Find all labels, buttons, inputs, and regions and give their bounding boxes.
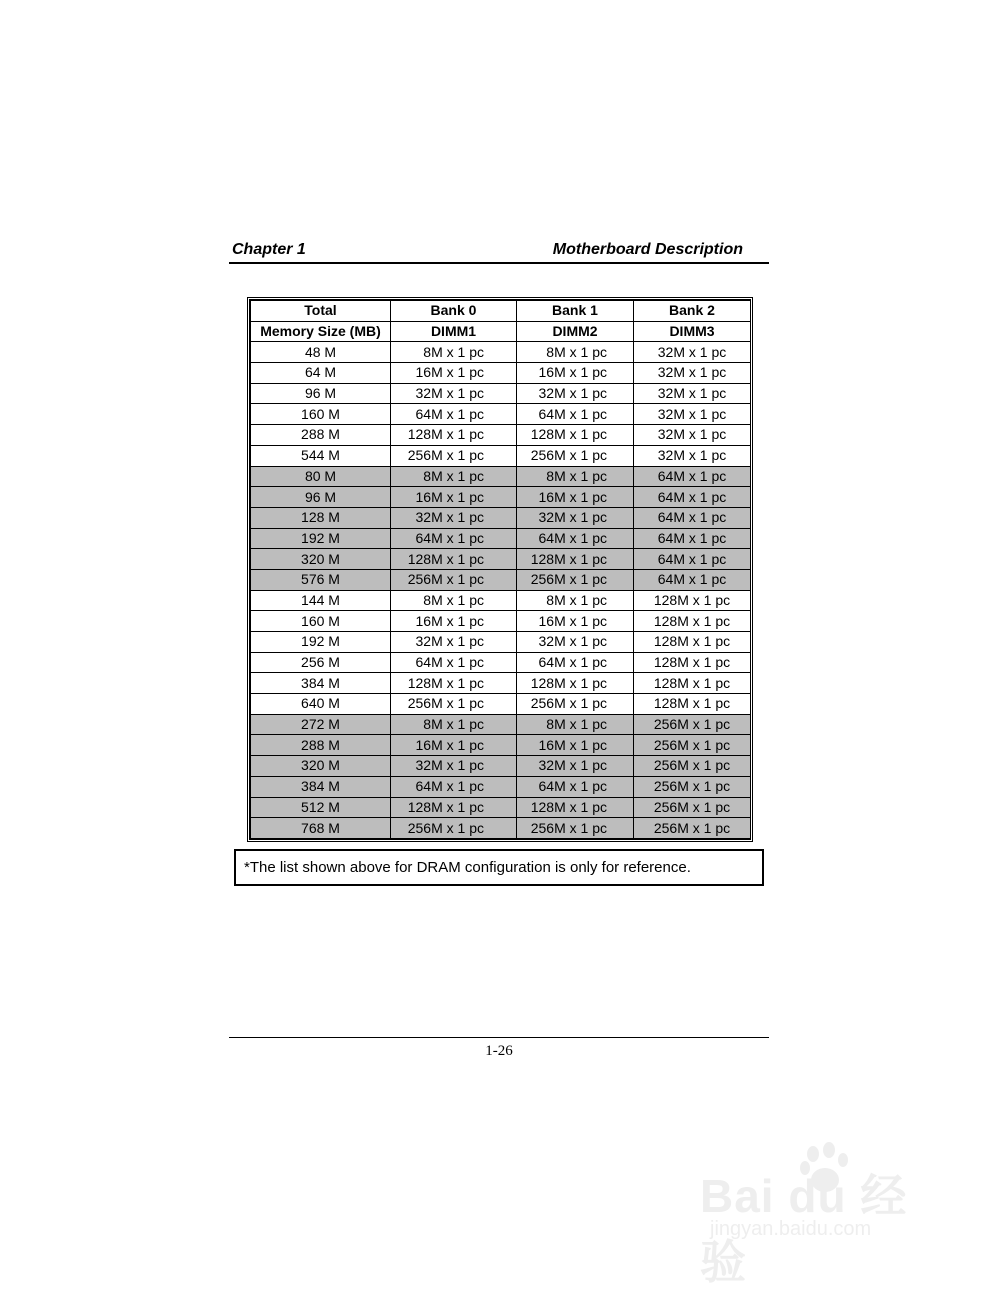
- watermark-logo-text: Bai du 经验: [700, 1170, 908, 1288]
- table-row: [251, 776, 751, 797]
- dimm-cell: 32M x 1 pc: [634, 425, 751, 446]
- dimm-cell: 32M x 1 pc: [391, 507, 517, 528]
- total-size-cell: 256 M: [251, 652, 391, 673]
- dimm-cell: 32M x 1 pc: [634, 363, 751, 384]
- dimm-cell: 256M x 1 pc: [391, 445, 517, 466]
- table-row: [251, 673, 751, 694]
- total-size-cell: 768 M: [251, 818, 391, 839]
- dimm-cell: 32M x 1 pc: [391, 383, 517, 404]
- table-row: [251, 569, 751, 590]
- dimm-cell: 64M x 1 pc: [634, 549, 751, 570]
- dimm-cell: 128M x 1 pc: [634, 611, 751, 632]
- table-row: [251, 425, 751, 446]
- total-size-cell: 192 M: [251, 528, 391, 549]
- chapter-label: Chapter 1: [232, 241, 306, 258]
- dimm-cell: 256M x 1 pc: [391, 818, 517, 839]
- dimm-cell: 64M x 1 pc: [517, 776, 634, 797]
- dimm-cell: 128M x 1 pc: [634, 652, 751, 673]
- baidu-watermark: [700, 1140, 940, 1288]
- total-size-cell: 288 M: [251, 425, 391, 446]
- dimm-cell: 64M x 1 pc: [634, 507, 751, 528]
- table-header-row: [251, 321, 751, 342]
- total-size-cell: 640 M: [251, 694, 391, 715]
- dimm-cell: 16M x 1 pc: [517, 611, 634, 632]
- table-row: [251, 590, 751, 611]
- total-size-cell: 544 M: [251, 445, 391, 466]
- dimm-cell: 128M x 1 pc: [391, 797, 517, 818]
- table-row: [251, 528, 751, 549]
- dimm-cell: 64M x 1 pc: [517, 528, 634, 549]
- header-cell: DIMM3: [634, 321, 751, 342]
- dimm-cell: 128M x 1 pc: [517, 797, 634, 818]
- dimm-cell: 64M x 1 pc: [391, 404, 517, 425]
- dimm-cell: 32M x 1 pc: [517, 383, 634, 404]
- dimm-cell: 32M x 1 pc: [517, 507, 634, 528]
- dimm-cell: 256M x 1 pc: [517, 694, 634, 715]
- dimm-cell: 256M x 1 pc: [391, 694, 517, 715]
- dimm-cell: 64M x 1 pc: [517, 404, 634, 425]
- dimm-cell: 32M x 1 pc: [634, 445, 751, 466]
- dimm-cell: 32M x 1 pc: [517, 632, 634, 653]
- watermark-url: jingyan.baidu.com: [710, 1218, 872, 1240]
- dimm-cell: 16M x 1 pc: [391, 363, 517, 384]
- dimm-cell: 256M x 1 pc: [634, 818, 751, 839]
- dimm-cell: 32M x 1 pc: [634, 404, 751, 425]
- header-cell: Memory Size (MB): [251, 321, 391, 342]
- header-cell: Total: [251, 301, 391, 322]
- total-size-cell: 128 M: [251, 507, 391, 528]
- dimm-cell: 8M x 1 pc: [391, 590, 517, 611]
- dimm-cell: 32M x 1 pc: [391, 756, 517, 777]
- total-size-cell: 320 M: [251, 756, 391, 777]
- header-cell: Bank 2: [634, 301, 751, 322]
- total-size-cell: 96 M: [251, 487, 391, 508]
- header-cell: DIMM1: [391, 321, 517, 342]
- dimm-cell: 8M x 1 pc: [391, 714, 517, 735]
- table-row: [251, 714, 751, 735]
- dimm-cell: 64M x 1 pc: [634, 487, 751, 508]
- header-cell: Bank 0: [391, 301, 517, 322]
- table-row: [251, 445, 751, 466]
- total-size-cell: 288 M: [251, 735, 391, 756]
- dimm-cell: 256M x 1 pc: [517, 569, 634, 590]
- dram-config-table: [247, 297, 753, 842]
- table-row: [251, 735, 751, 756]
- table-row: [251, 694, 751, 715]
- table-row: [251, 363, 751, 384]
- total-size-cell: 384 M: [251, 776, 391, 797]
- dimm-cell: 16M x 1 pc: [517, 363, 634, 384]
- page-header: [229, 238, 769, 264]
- table-row: [251, 404, 751, 425]
- dimm-cell: 8M x 1 pc: [517, 590, 634, 611]
- total-size-cell: 384 M: [251, 673, 391, 694]
- dimm-cell: 256M x 1 pc: [634, 756, 751, 777]
- header-cell: DIMM2: [517, 321, 634, 342]
- dimm-cell: 256M x 1 pc: [634, 797, 751, 818]
- dimm-cell: 64M x 1 pc: [391, 528, 517, 549]
- dimm-cell: 128M x 1 pc: [391, 549, 517, 570]
- table-row: [251, 818, 751, 839]
- dimm-cell: 16M x 1 pc: [517, 735, 634, 756]
- total-size-cell: 160 M: [251, 611, 391, 632]
- dimm-cell: 8M x 1 pc: [391, 466, 517, 487]
- table-row: [251, 342, 751, 363]
- dimm-cell: 128M x 1 pc: [517, 549, 634, 570]
- dimm-cell: 128M x 1 pc: [517, 673, 634, 694]
- dimm-cell: 64M x 1 pc: [634, 466, 751, 487]
- total-size-cell: 320 M: [251, 549, 391, 570]
- total-size-cell: 48 M: [251, 342, 391, 363]
- dimm-cell: 64M x 1 pc: [391, 652, 517, 673]
- table-row: [251, 632, 751, 653]
- dimm-cell: 8M x 1 pc: [517, 714, 634, 735]
- dimm-cell: 256M x 1 pc: [634, 714, 751, 735]
- table-row: [251, 797, 751, 818]
- dimm-cell: 64M x 1 pc: [634, 528, 751, 549]
- table-row: [251, 549, 751, 570]
- total-size-cell: 144 M: [251, 590, 391, 611]
- total-size-cell: 192 M: [251, 632, 391, 653]
- table-row: [251, 507, 751, 528]
- total-size-cell: 512 M: [251, 797, 391, 818]
- table-row: [251, 611, 751, 632]
- table-header-row: [251, 301, 751, 322]
- dimm-cell: 64M x 1 pc: [634, 569, 751, 590]
- dimm-cell: 16M x 1 pc: [391, 611, 517, 632]
- total-size-cell: 272 M: [251, 714, 391, 735]
- table-row: [251, 383, 751, 404]
- dimm-cell: 128M x 1 pc: [391, 673, 517, 694]
- dimm-cell: 32M x 1 pc: [634, 342, 751, 363]
- dimm-cell: 128M x 1 pc: [634, 590, 751, 611]
- dimm-cell: 32M x 1 pc: [391, 632, 517, 653]
- table-body: [251, 342, 751, 839]
- dimm-cell: 128M x 1 pc: [391, 425, 517, 446]
- dimm-cell: 256M x 1 pc: [634, 776, 751, 797]
- footer-divider: [229, 1037, 769, 1038]
- section-title: Motherboard Description: [552, 241, 743, 258]
- total-size-cell: 576 M: [251, 569, 391, 590]
- page-number: 1-26: [485, 1043, 513, 1059]
- total-size-cell: 64 M: [251, 363, 391, 384]
- dimm-cell: 128M x 1 pc: [634, 694, 751, 715]
- table-row: [251, 652, 751, 673]
- table-row: [251, 756, 751, 777]
- dimm-cell: 128M x 1 pc: [634, 673, 751, 694]
- dimm-cell: 8M x 1 pc: [517, 466, 634, 487]
- dimm-cell: 256M x 1 pc: [634, 735, 751, 756]
- dimm-cell: 16M x 1 pc: [391, 487, 517, 508]
- dimm-cell: 256M x 1 pc: [391, 569, 517, 590]
- dimm-cell: 128M x 1 pc: [517, 425, 634, 446]
- reference-note: [234, 849, 764, 886]
- total-size-cell: 80 M: [251, 466, 391, 487]
- dimm-cell: 32M x 1 pc: [634, 383, 751, 404]
- dimm-cell: 128M x 1 pc: [634, 632, 751, 653]
- dimm-cell: 32M x 1 pc: [517, 756, 634, 777]
- table-row: [251, 487, 751, 508]
- header-cell: Bank 1: [517, 301, 634, 322]
- dimm-cell: 8M x 1 pc: [391, 342, 517, 363]
- dimm-cell: 16M x 1 pc: [391, 735, 517, 756]
- dimm-cell: 8M x 1 pc: [517, 342, 634, 363]
- total-size-cell: 160 M: [251, 404, 391, 425]
- dimm-cell: 64M x 1 pc: [391, 776, 517, 797]
- dimm-cell: 256M x 1 pc: [517, 818, 634, 839]
- note-text: *The list shown above for DRAM configuration is only for reference.: [244, 859, 691, 876]
- dimm-cell: 64M x 1 pc: [517, 652, 634, 673]
- table-row: [251, 466, 751, 487]
- dimm-cell: 256M x 1 pc: [517, 445, 634, 466]
- dimm-cell: 16M x 1 pc: [517, 487, 634, 508]
- total-size-cell: 96 M: [251, 383, 391, 404]
